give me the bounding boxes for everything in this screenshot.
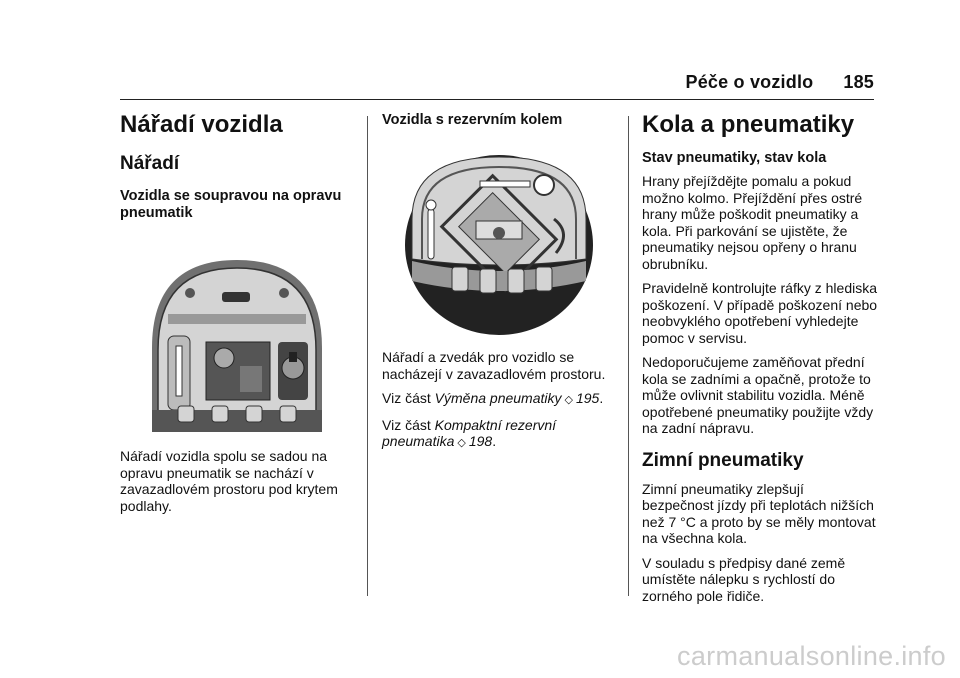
page-number: 185 [843,72,874,92]
paragraph-1: Hrany přejíždějte pomalu a pokud možno kolmo. Přejíždění přes ostré hrany může poškodit pneumatiky a kola. Při parkování se ujistěte, že pneumatiky nejsou opřeny o hranu obrubníku. [642,173,863,272]
column-left [120,108,352,514]
section-title: Péče o vozidlo [685,72,814,92]
cross-reference-page[interactable]: 195 [575,390,600,406]
paragraph-2: Pravidelně kontrolujte ráfky z hlediska poškození. V případě poškození nebo neobvyklého opotřebení vyhledejte pomoc v servisu. [642,280,878,346]
column-divider-2 [628,116,629,596]
paragraph-4: Zimní pneumatiky zlepšují bezpečnost jízdy při teplotách nižších než 7 °C a proto by se měly montovat na všechna kola. [642,480,876,546]
section-heading-wheels: Kola a pneumatiky [642,111,855,138]
paragraph-5: V souladu s předpisy dané země umístěte nálepku s rychlostí do zorného pole řidiče. [642,554,846,604]
cross-reference-2: Viz část Kompaktní rezervní pneumatika ◇ 198. [382,416,557,449]
page-reference-arrow-icon: ◇ [564,394,573,406]
column-divider-1 [367,116,368,596]
section-heading: Nářadí vozidla [120,111,283,138]
subsection-heading: Nářadí [120,153,180,174]
header-rule [120,99,874,100]
cross-reference-link-tyre-change[interactable]: Výměna pneumatiky [434,390,562,406]
topic-heading: Vozidla se soupravou na opravu pneumatik [120,188,342,221]
cross-reference-link-compact-spare[interactable]: Kompaktní rezervní pneumatika [382,416,557,449]
cross-reference-1: Viz část Výměna pneumatiky ◇ 195. [382,390,604,406]
cross-reference-prefix: Viz část [382,416,431,433]
illustration-caption: Nářadí vozidla spolu se sadou na opravu pneumatik se nachází v zavazadlovém prostoru pod krytem podlahy. [120,448,338,514]
paragraph-3: Nedoporučujeme zaměňovat přední kola se zadními a opačně, protože to může ovlivnit stabilitu vozidla. Méně opotřebené pneumatiky použijte vždy na zadní nápravu. [642,354,874,436]
subsection-heading-winter: Zimní pneumatiky [642,449,804,471]
column-middle [382,108,614,452]
watermark: carmanualsonline.info [677,641,946,671]
topic-heading-spare-wheel: Vozidla s rezervním kolem [382,112,563,128]
cross-reference-page[interactable]: 198 [468,433,493,449]
cross-reference-prefix: Viz část [382,390,431,406]
spare-wheel-tools-illustration [404,149,614,335]
tire-repair-kit-illustration [146,256,352,432]
illustration-caption-spare: Nářadí a zvedák pro vozidlo se nacházejí v zavazadlovém prostoru. [382,349,606,382]
running-header [686,72,874,93]
page-reference-arrow-icon: ◇ [457,437,466,449]
topic-heading-tyre-condition: Stav pneumatiky, stav kola [642,150,827,166]
column-right [642,108,878,604]
